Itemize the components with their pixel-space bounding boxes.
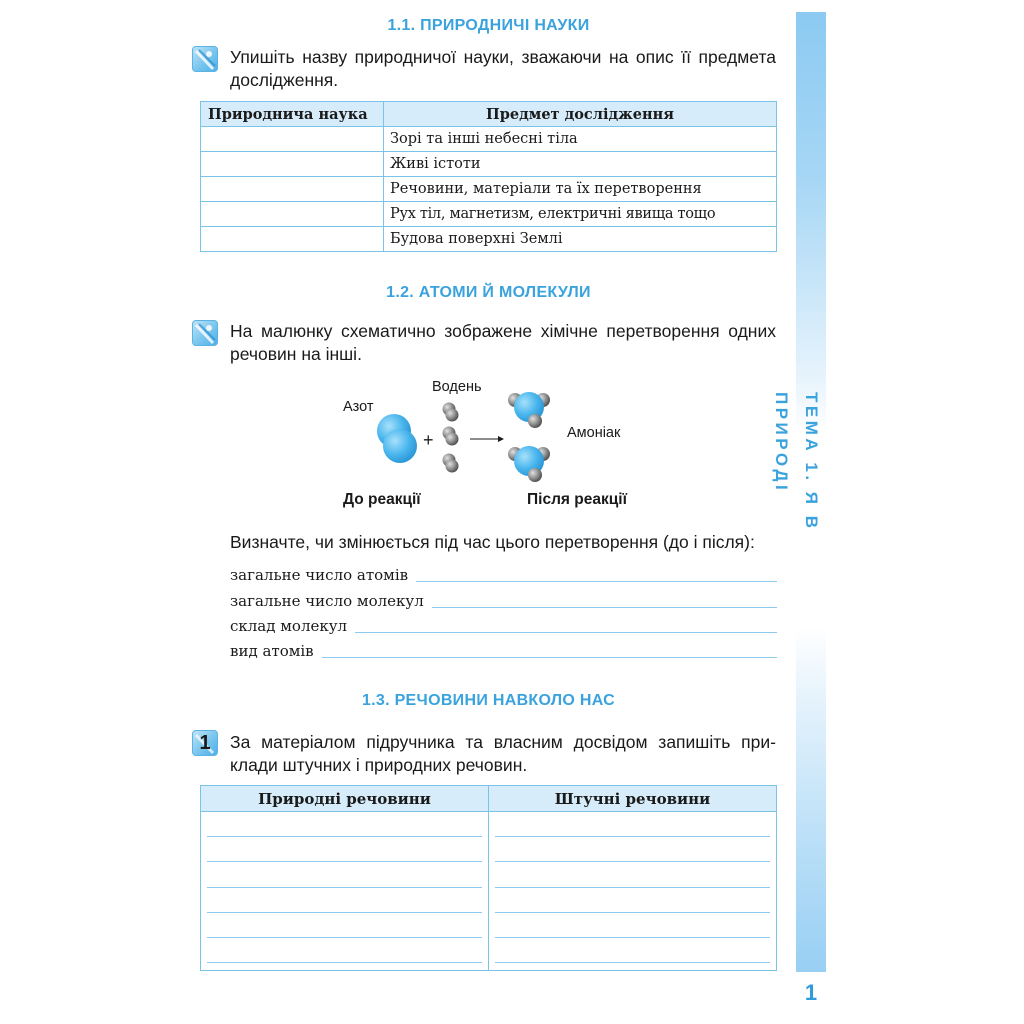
fill-label: загальне число молекул	[230, 592, 424, 610]
task-number-icon	[192, 730, 218, 756]
fill-row-total-atoms	[230, 563, 777, 585]
fill-label: вид атомів	[230, 642, 314, 660]
answer-line[interactable]	[207, 938, 482, 963]
hydrogen-molecule	[443, 454, 459, 473]
substances-table	[200, 785, 777, 971]
answer-line[interactable]	[322, 657, 777, 658]
caption-after-reaction: Після реакції	[527, 491, 627, 508]
label-ammonia: Амоніак	[567, 425, 621, 441]
answer-line[interactable]	[495, 938, 770, 963]
answer-line[interactable]	[495, 812, 770, 837]
hydrogen-atom	[446, 460, 459, 473]
answer-line[interactable]	[207, 888, 482, 913]
artificial-substances-cell[interactable]	[489, 812, 777, 971]
answer-cell[interactable]	[201, 227, 384, 252]
task-pencil-icon	[192, 320, 218, 346]
plus-sign: +	[423, 430, 434, 450]
ammonia-molecule	[508, 446, 550, 482]
reaction-arrow-icon	[470, 436, 504, 442]
natural-sciences-table	[200, 101, 777, 252]
question-text: Визначте, чи змінюється під час цього перетворення (до і після):	[230, 532, 755, 552]
column-header-science: Природнича наука	[201, 102, 384, 127]
natural-substances-cell[interactable]	[201, 812, 489, 971]
hydrogen-molecule	[443, 427, 459, 446]
table-row	[201, 152, 777, 177]
answer-line[interactable]	[495, 913, 770, 938]
fill-row-total-molecules	[230, 589, 777, 611]
answer-line[interactable]	[207, 837, 482, 862]
label-nitrogen: Азот	[343, 399, 374, 415]
answer-line[interactable]	[355, 632, 777, 633]
subject-cell: Зорі та інші небесні тіла	[384, 127, 777, 152]
table-header-row	[201, 102, 777, 127]
answer-cell[interactable]	[201, 127, 384, 152]
answer-line[interactable]	[495, 862, 770, 887]
answer-line[interactable]	[495, 888, 770, 913]
task-instruction-1-2: На малюнку схематично зображене хімічне перетворення одних речовин на інші.	[230, 321, 776, 364]
nitrogen-atom	[383, 429, 417, 463]
section-title-atoms-molecules: 1.2. АТОМИ Й МОЛЕКУЛИ	[386, 284, 591, 301]
table-row	[201, 177, 777, 202]
fill-label: загальне число атомів	[230, 566, 409, 584]
caption-before-reaction: До реакції	[343, 491, 421, 508]
ammonia-molecule	[508, 392, 550, 428]
task-pencil-icon	[192, 46, 218, 72]
column-header-subject: Предмет дослідження	[384, 102, 777, 127]
fill-label: склад молекул	[230, 617, 348, 635]
label-hydrogen-text: Воден	[432, 379, 474, 395]
table-header-row	[201, 786, 777, 812]
table-row	[201, 202, 777, 227]
subject-cell: Живі істоти	[384, 152, 777, 177]
answer-line[interactable]	[432, 607, 777, 608]
hydrogen-molecule	[443, 403, 459, 422]
subject-cell: Речовини, матеріали та їх перетворення	[384, 177, 777, 202]
pencil-icon	[193, 321, 218, 346]
pencil-icon	[193, 47, 218, 72]
table-row	[201, 127, 777, 152]
answer-line[interactable]	[207, 862, 482, 887]
hydrogen-atom	[528, 414, 542, 428]
fill-row-molecule-composition	[230, 614, 777, 636]
column-header-natural: Природні речовини	[201, 786, 489, 812]
hydrogen-atom	[528, 468, 542, 482]
answer-line[interactable]	[207, 913, 482, 938]
answer-line[interactable]	[495, 837, 770, 862]
task-instruction-1-1: Упишіть назву природничої науки, зважаючи на опис її предмета дослідження.	[230, 47, 776, 90]
hydrogen-atom	[446, 409, 459, 422]
nitrogen-molecule	[377, 414, 417, 463]
answer-line[interactable]	[416, 581, 777, 582]
fill-row-atom-type	[230, 639, 777, 661]
answer-cell[interactable]	[201, 202, 384, 227]
section-title-natural-sciences: 1.1. ПРИРОДНИЧІ НАУКИ	[387, 17, 590, 34]
reaction-diagram	[360, 390, 580, 490]
page-number: 1	[804, 980, 818, 1005]
topic-label: ТЕМА 1. Я В ПРИРОДІ	[772, 392, 821, 532]
label-hydrogen-tail: ь	[473, 379, 482, 395]
task-instruction-1-3: За матеріалом підручника та власним досвідом запишіть приклади штучних і природних речовин.	[230, 732, 776, 775]
column-header-artificial: Штучні речовини	[489, 786, 777, 812]
answer-cell[interactable]	[201, 152, 384, 177]
subject-cell: Рух тіл, магнетизм, електричні явища тощо	[384, 202, 777, 227]
table-row	[201, 812, 777, 971]
answer-cell[interactable]	[201, 177, 384, 202]
answer-line[interactable]	[207, 812, 482, 837]
task-number: 1	[199, 732, 211, 754]
hydrogen-atom	[446, 433, 459, 446]
subject-cell: Будова поверхні Землі	[384, 227, 777, 252]
section-title-substances: 1.3. РЕЧОВИНИ НАВКОЛО НАС	[361, 692, 616, 709]
table-row	[201, 227, 777, 252]
